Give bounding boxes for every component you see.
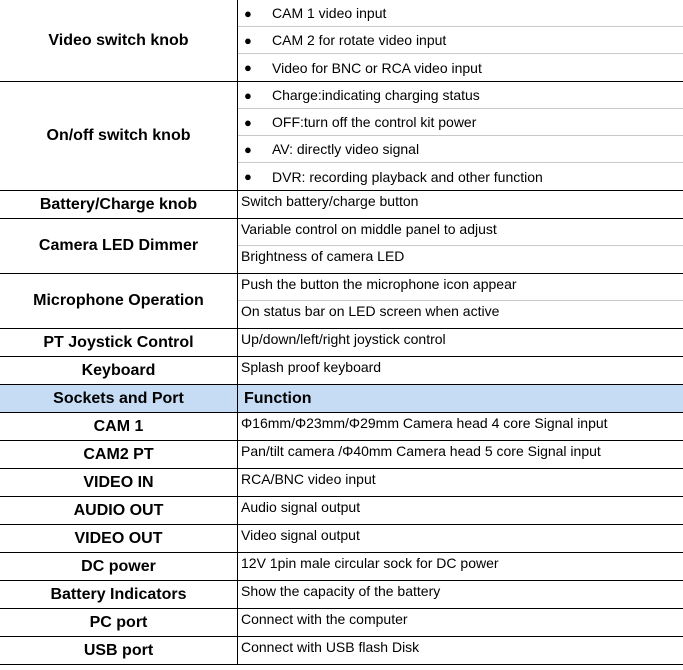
bullet-icon: ● xyxy=(244,5,252,21)
detail-text: CAM 1 video input xyxy=(272,5,387,21)
row-details xyxy=(238,191,683,218)
row-label: CAM 1 xyxy=(0,413,238,440)
table-row xyxy=(0,609,683,637)
detail-line xyxy=(238,27,683,54)
row-label: Keyboard xyxy=(0,357,238,384)
bullet-icon: ● xyxy=(244,141,252,157)
detail-line xyxy=(238,136,683,163)
row-label: Battery Indicators xyxy=(0,581,238,608)
detail-text: DVR: recording playback and other function xyxy=(272,168,543,185)
detail-text: AV: directly video signal xyxy=(272,141,420,157)
table-row xyxy=(0,581,683,609)
table-row xyxy=(0,357,683,385)
row-label: PC port xyxy=(0,609,238,636)
row-details xyxy=(238,219,683,273)
row-details xyxy=(238,469,683,496)
table-row xyxy=(0,637,683,665)
row-label: USB port xyxy=(0,637,238,664)
table-row xyxy=(0,274,683,329)
row-details xyxy=(238,609,683,636)
detail-line: Connect with the computer xyxy=(241,611,408,627)
bullet-icon: ● xyxy=(244,114,252,130)
detail-text: OFF:turn off the control kit power xyxy=(272,114,477,130)
bullet-icon: ● xyxy=(244,32,252,48)
row-label: Microphone Operation xyxy=(0,274,238,328)
detail-line: Brightness of camera LED xyxy=(241,248,405,264)
row-label: VIDEO IN xyxy=(0,469,238,496)
bullet-icon: ● xyxy=(244,60,252,75)
detail-line: Φ16mm/Φ23mm/Φ29mm Camera head 4 core Signal input xyxy=(241,415,608,431)
row-details xyxy=(238,637,683,664)
detail-line: Switch battery/charge button xyxy=(241,193,419,209)
detail-line: Variable control on middle panel to adjust xyxy=(238,219,683,246)
row-label: VIDEO OUT xyxy=(0,525,238,552)
table-row xyxy=(0,441,683,469)
detail-line: Show the capacity of the battery xyxy=(241,583,441,599)
detail-line: Push the button the microphone icon appear xyxy=(238,274,683,301)
row-details xyxy=(238,581,683,608)
column-header-function: Function xyxy=(244,389,312,407)
row-label: On/off switch knob xyxy=(0,82,238,190)
table-header-row xyxy=(0,385,683,413)
row-label: Video switch knob xyxy=(0,0,238,81)
row-label: Camera LED Dimmer xyxy=(0,219,238,273)
detail-text: Charge:indicating charging status xyxy=(272,87,480,103)
row-label: PT Joystick Control xyxy=(0,329,238,356)
detail-line: Splash proof keyboard xyxy=(241,359,382,375)
table-row xyxy=(0,553,683,581)
row-details xyxy=(238,329,683,356)
row-details xyxy=(238,357,683,384)
detail-line: Up/down/left/right joystick control xyxy=(241,331,446,347)
table-row xyxy=(0,497,683,525)
row-details xyxy=(238,525,683,552)
detail-line: Connect with USB flash Disk xyxy=(241,639,420,655)
row-label: Battery/Charge knob xyxy=(0,191,238,218)
detail-text: CAM 2 for rotate video input xyxy=(272,32,447,48)
row-details xyxy=(238,82,683,190)
table-row xyxy=(0,525,683,553)
row-details xyxy=(238,441,683,468)
row-details xyxy=(238,385,683,412)
detail-line: Pan/tilt camera /Φ40mm Camera head 5 core Signal input xyxy=(241,443,601,459)
detail-line xyxy=(238,163,683,190)
row-label: CAM2 PT xyxy=(0,441,238,468)
detail-line xyxy=(238,54,683,81)
table-row xyxy=(0,469,683,497)
row-label: DC power xyxy=(0,553,238,580)
detail-line: Audio signal output xyxy=(241,499,361,515)
detail-line xyxy=(238,109,683,136)
detail-line: 12V 1pin male circular sock for DC power xyxy=(241,555,499,571)
row-details xyxy=(238,497,683,524)
detail-line: RCA/BNC video input xyxy=(241,471,376,487)
column-header-sockets: Sockets and Port xyxy=(0,385,238,412)
table-row xyxy=(0,219,683,274)
table-row xyxy=(0,191,683,219)
row-label: AUDIO OUT xyxy=(0,497,238,524)
row-details xyxy=(238,274,683,328)
detail-line: Video signal output xyxy=(241,527,360,543)
table-row xyxy=(0,82,683,191)
bullet-icon: ● xyxy=(244,169,252,184)
table-row xyxy=(0,329,683,357)
table-row xyxy=(0,0,683,82)
row-details xyxy=(238,553,683,580)
detail-line: On status bar on LED screen when active xyxy=(241,303,500,319)
detail-line xyxy=(238,82,683,109)
detail-text: Video for BNC or RCA video input xyxy=(272,59,482,76)
table-row xyxy=(0,413,683,441)
row-details xyxy=(238,413,683,440)
detail-line xyxy=(238,0,683,27)
row-details xyxy=(238,0,683,81)
bullet-icon: ● xyxy=(244,87,252,103)
